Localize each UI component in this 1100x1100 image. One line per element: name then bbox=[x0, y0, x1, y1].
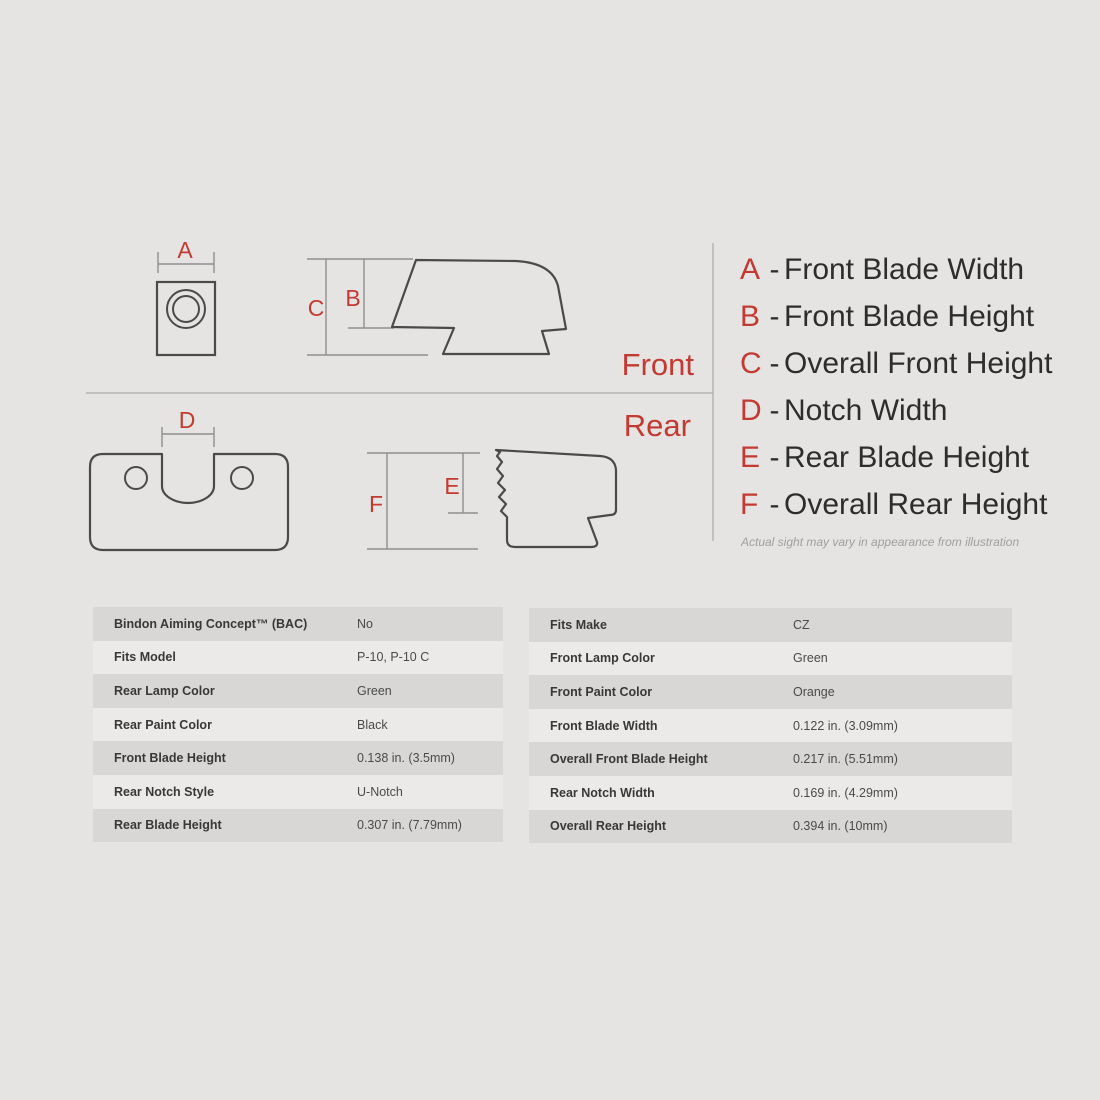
spec-table-left bbox=[93, 607, 503, 842]
legend-row-a bbox=[740, 246, 1052, 293]
legend-label: Overall Front Height bbox=[784, 346, 1053, 380]
spec-value: 0.394 in. (10mm) bbox=[793, 819, 888, 834]
dimension-letter-f: F bbox=[368, 491, 384, 517]
spec-label: Fits Make bbox=[550, 617, 607, 632]
legend-row-b bbox=[740, 293, 1052, 340]
spec-value: No bbox=[357, 616, 373, 631]
front-sight-profile bbox=[392, 260, 566, 354]
legend-separator: - bbox=[769, 346, 780, 380]
spec-value: Orange bbox=[793, 684, 835, 699]
legend-row-c bbox=[740, 340, 1052, 387]
front-lamp-inner-ring bbox=[173, 296, 199, 322]
rear-view-label: Rear bbox=[623, 408, 691, 443]
legend-separator: - bbox=[769, 440, 780, 474]
legend-letter: B bbox=[740, 299, 761, 333]
table-row bbox=[93, 775, 503, 809]
table-row bbox=[93, 674, 503, 708]
table-row bbox=[529, 642, 1012, 676]
spec-label: Overall Front Blade Height bbox=[550, 752, 708, 767]
front-sight-rear-view bbox=[157, 282, 215, 355]
spec-label: Front Paint Color bbox=[550, 684, 653, 699]
legend-letter: C bbox=[740, 346, 762, 380]
dimension-ef-lines bbox=[367, 453, 480, 549]
spec-label: Rear Notch Width bbox=[550, 785, 655, 800]
legend-row-e bbox=[740, 434, 1052, 481]
legend-letter: E bbox=[740, 440, 761, 474]
legend-separator: - bbox=[769, 393, 780, 427]
spec-value: 0.307 in. (7.79mm) bbox=[357, 818, 462, 833]
rear-lamp-left bbox=[125, 467, 147, 489]
legend-separator: - bbox=[769, 299, 780, 333]
spec-table-right bbox=[529, 608, 1012, 843]
spec-value: 0.138 in. (3.5mm) bbox=[357, 751, 455, 766]
spec-label: Rear Blade Height bbox=[114, 818, 222, 833]
rear-sight-body bbox=[90, 454, 288, 550]
table-row bbox=[93, 741, 503, 775]
table-row bbox=[529, 776, 1012, 810]
legend-label: Front Blade Width bbox=[784, 252, 1025, 286]
table-row bbox=[529, 675, 1012, 709]
legend-row-f bbox=[740, 481, 1052, 528]
table-row bbox=[93, 708, 503, 742]
legend-row-d bbox=[740, 387, 1052, 434]
rear-sight-profile bbox=[496, 450, 616, 547]
spec-value: P-10, P-10 C bbox=[357, 650, 430, 665]
table-row bbox=[529, 742, 1012, 776]
spec-value: 0.217 in. (5.51mm) bbox=[793, 752, 898, 767]
legend-separator: - bbox=[769, 252, 780, 286]
spec-value: CZ bbox=[793, 617, 810, 632]
spec-label: Rear Paint Color bbox=[114, 717, 212, 732]
dimension-letter-e: E bbox=[444, 473, 460, 499]
spec-value: Green bbox=[357, 683, 392, 698]
spec-value: Black bbox=[357, 717, 388, 732]
table-row bbox=[93, 641, 503, 675]
table-row bbox=[529, 608, 1012, 642]
dimension-bc-lines bbox=[307, 259, 428, 355]
spec-value: 0.169 in. (4.29mm) bbox=[793, 785, 898, 800]
spec-label: Bindon Aiming Concept™ (BAC) bbox=[114, 616, 308, 631]
spec-value: Green bbox=[793, 651, 828, 666]
dimension-letter-a: A bbox=[177, 237, 193, 263]
spec-label: Rear Lamp Color bbox=[114, 683, 215, 698]
spec-label: Rear Notch Style bbox=[114, 784, 215, 799]
spec-value: 0.122 in. (3.09mm) bbox=[793, 718, 898, 733]
dimension-letter-c: C bbox=[307, 295, 325, 321]
table-row bbox=[529, 709, 1012, 743]
legend-letter: D bbox=[740, 393, 762, 427]
front-sight-body bbox=[157, 282, 215, 355]
table-row bbox=[529, 810, 1012, 844]
spec-label: Front Blade Width bbox=[550, 718, 658, 733]
spec-label: Fits Model bbox=[114, 650, 176, 665]
spec-label: Front Blade Height bbox=[114, 751, 226, 766]
dimension-letter-d: D bbox=[178, 407, 196, 433]
legend-letter: A bbox=[740, 252, 761, 286]
table-row bbox=[93, 809, 503, 843]
legend-label: Notch Width bbox=[784, 393, 948, 427]
spec-value: U-Notch bbox=[357, 784, 403, 799]
legend-label: Front Blade Height bbox=[784, 299, 1035, 333]
dimension-letter-b: B bbox=[345, 285, 361, 311]
legend-separator: - bbox=[769, 487, 780, 521]
table-row bbox=[93, 607, 503, 641]
spec-label: Front Lamp Color bbox=[550, 651, 655, 666]
disclaimer-text: Actual sight may vary in appearance from illustration bbox=[741, 535, 1020, 549]
legend-label: Overall Rear Height bbox=[784, 487, 1048, 521]
legend-letter: F bbox=[740, 487, 759, 521]
legend-label: Rear Blade Height bbox=[784, 440, 1030, 474]
dimension-legend bbox=[740, 246, 1052, 528]
front-view-label: Front bbox=[621, 347, 694, 382]
rear-lamp-right bbox=[231, 467, 253, 489]
spec-label: Overall Rear Height bbox=[550, 819, 667, 834]
